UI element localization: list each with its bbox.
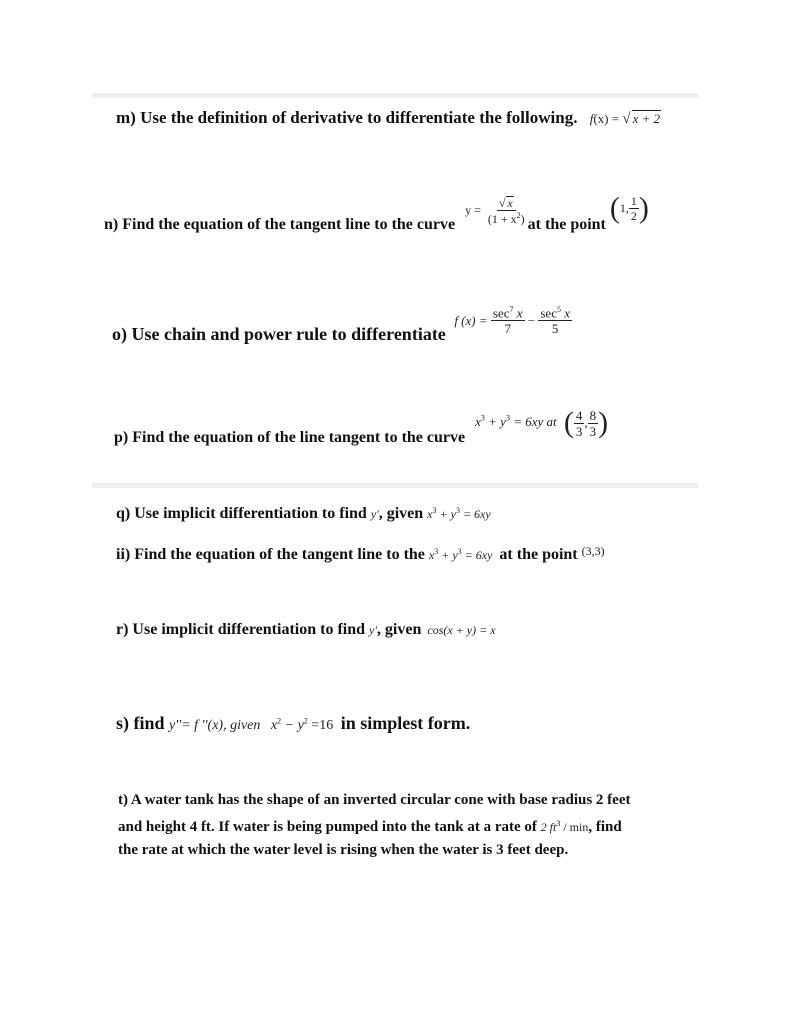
problem-q-formula: $x^3 + y^3 = 6xy$ bbox=[427, 506, 491, 521]
problem-q-yprime: y' bbox=[370, 507, 379, 521]
problem-s-suffix: in simplest form. bbox=[340, 713, 471, 733]
problem-p bbox=[114, 402, 608, 450]
problem-p-formula: x3 + y3 = 6xy at ( 4 3 , 8 3 ) bbox=[475, 406, 609, 439]
problem-t bbox=[118, 789, 630, 862]
problem-n bbox=[104, 189, 649, 239]
middle-divider bbox=[92, 483, 698, 488]
problem-n-formula: y = √ x (1 + x2) bbox=[465, 195, 525, 226]
problem-t-line3: the rate at which the water level is rising when the water is 3 feet deep. bbox=[118, 842, 569, 858]
problem-r bbox=[116, 621, 496, 639]
problem-t-line2: and height 4 ft. If water is being pumped into the tank at a rate of 2 $ft^3$ / min, find bbox=[118, 819, 622, 835]
problem-s bbox=[116, 713, 470, 734]
problem-ii-point: (3,3) bbox=[581, 544, 605, 558]
problem-ii-point-text: at the point bbox=[499, 546, 578, 563]
problem-s-text: s) find bbox=[116, 713, 165, 733]
problem-q bbox=[116, 505, 491, 523]
problem-s-formula: $x^2 - y^2 =16$ bbox=[270, 716, 334, 733]
top-divider bbox=[92, 93, 698, 98]
problem-t-rate: 2 $ft^3$ / min bbox=[540, 819, 589, 834]
problem-p-text: p) Find the equation of the line tangent to the curve bbox=[114, 428, 466, 446]
problem-m-text: m) Use the definition of derivative to differentiate the following. bbox=[116, 108, 578, 127]
problem-ii bbox=[116, 544, 605, 564]
problem-r-text: r) Use implicit differentiation to find bbox=[116, 621, 366, 638]
problem-r-formula: cos(x + y) = x bbox=[427, 623, 496, 637]
problem-m-formula: f(x) = √ x + 2 bbox=[589, 111, 661, 127]
problem-t-line1: t) A water tank has the shape of an inverted circular cone with base radius 2 feet bbox=[118, 792, 631, 808]
problem-r-given: , given bbox=[376, 621, 422, 638]
problem-ii-text: ii) Find the equation of the tangent line to the bbox=[116, 546, 425, 563]
problem-o-text: o) Use chain and power rule to differentiate bbox=[112, 323, 446, 344]
problem-s-derivative: y''= f ''(x), given bbox=[169, 718, 261, 733]
problem-m bbox=[116, 108, 661, 128]
problem-o bbox=[112, 302, 572, 350]
problem-q-given: , given bbox=[378, 505, 424, 522]
problem-o-formula: f (x) = sec7 x 7 − sec5 x 5 bbox=[454, 305, 570, 337]
problem-q-text: q) Use implicit differentiation to find bbox=[116, 505, 367, 522]
problem-n-text: n) Find the equation of the tangent line to the curve bbox=[104, 215, 456, 233]
problem-r-yprime: y' bbox=[369, 623, 377, 637]
problem-n-at-text: at the point bbox=[527, 215, 606, 233]
problem-ii-formula: $x^3 + y^3 = 6xy$ bbox=[428, 547, 493, 562]
problem-n-point: (1, 1 2 ) bbox=[609, 191, 649, 224]
